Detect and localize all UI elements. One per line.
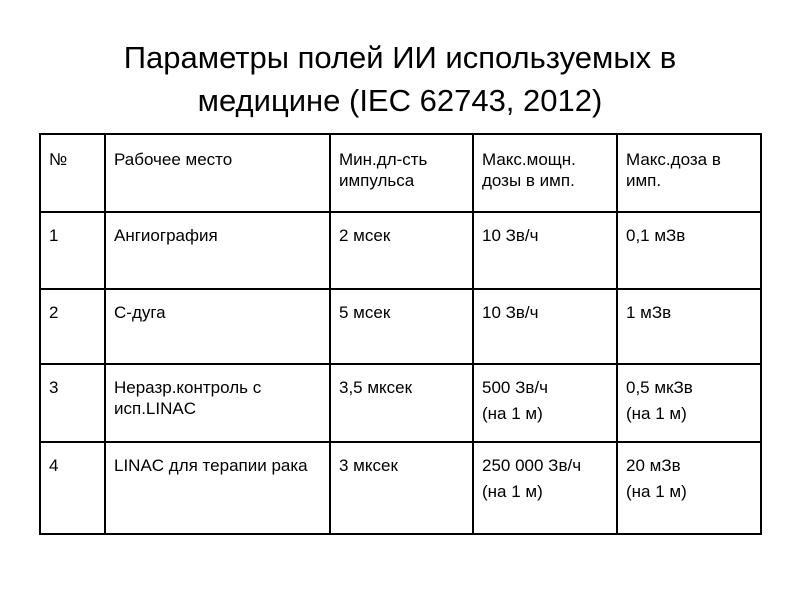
dose-rate-distance-note: (на 1 м) [482,404,543,423]
dose-distance-note: (на 1 м) [626,482,687,501]
cell-min-pulse-duration: 2 мсек [330,212,473,289]
cell-number: 2 [40,289,105,364]
cell-workplace: LINAC для терапии рака [105,442,330,534]
cell-max-dose [617,289,761,364]
table-row [40,364,761,442]
header-workplace: Рабочее место [105,134,330,212]
cell-min-pulse-duration: 5 мсек [330,289,473,364]
cell-max-dose-rate [473,364,617,442]
cell-workplace: Неразр.контроль с исп.LINAC [105,364,330,442]
cell-max-dose [617,442,761,534]
dose-value: 0,5 мкЗв [626,378,693,397]
cell-max-dose-rate [473,442,617,534]
table-row [40,289,761,364]
dose-rate-value: 10 Зв/ч [482,303,539,322]
cell-max-dose-rate [473,289,617,364]
dose-distance-note: (на 1 м) [626,404,687,423]
dose-rate-value: 500 Зв/ч [482,378,548,397]
header-max-dose: Макс.доза в имп. [617,134,761,212]
cell-number: 3 [40,364,105,442]
cell-min-pulse-duration: 3,5 мксек [330,364,473,442]
cell-min-pulse-duration: 3 мксек [330,442,473,534]
dose-value: 0,1 мЗв [626,226,686,245]
dose-rate-value: 250 000 Зв/ч [482,456,582,475]
slide-title-line-2: медицине (IEC 62743, 2012) [197,83,603,118]
cell-workplace: С-дуга [105,289,330,364]
cell-number: 1 [40,212,105,289]
header-min-pulse-duration: Мин.дл-сть импульса [330,134,473,212]
cell-max-dose [617,364,761,442]
dose-rate-value: 10 Зв/ч [482,226,539,245]
dose-value: 1 мЗв [626,303,672,322]
dose-rate-distance-note: (на 1 м) [482,482,543,501]
slide-title-line-1: Параметры полей ИИ используемых в [123,40,677,75]
cell-max-dose-rate [473,212,617,289]
table-header-row [40,134,761,212]
header-number: № [40,134,105,212]
cell-number: 4 [40,442,105,534]
slide-title [40,36,760,122]
cell-workplace: Ангиография [105,212,330,289]
cell-max-dose [617,212,761,289]
table-row [40,212,761,289]
header-max-dose-rate: Макс.мощн. дозы в имп. [473,134,617,212]
parameters-table [39,133,762,535]
dose-value: 20 мЗв [626,456,681,475]
table-row [40,442,761,534]
